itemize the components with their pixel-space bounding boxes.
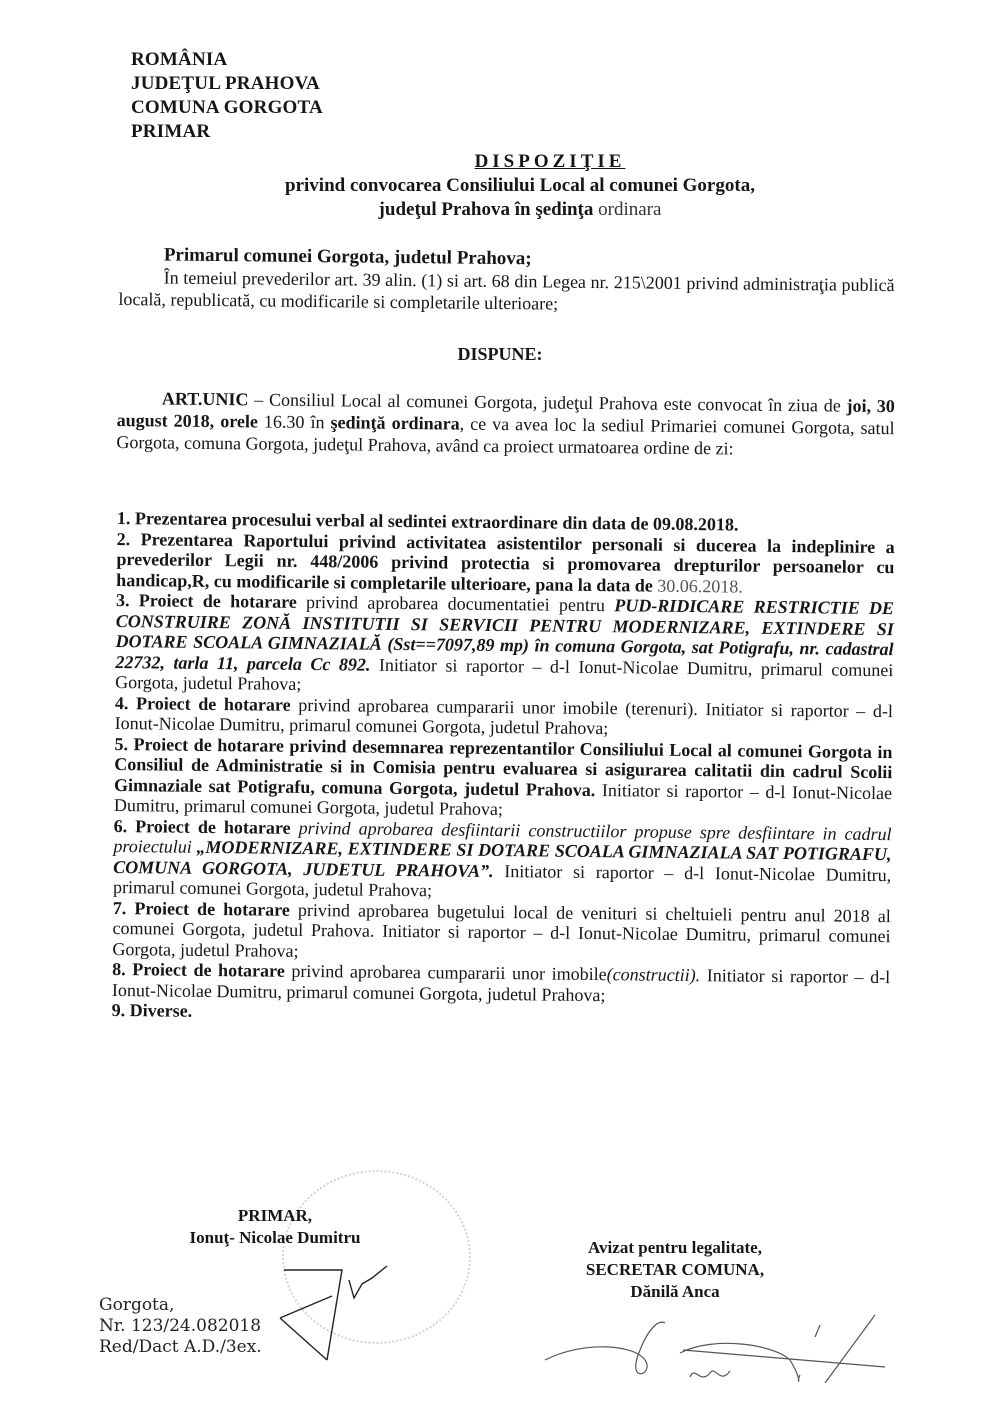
registration-number: Nr. 123/24.082018 [99,1316,262,1336]
agenda-text: (constructii). [606,964,701,986]
dispune-heading: DISPUNE: [457,344,543,364]
agenda-number: 6. [113,815,128,836]
preamble-lead: Primarul comunei Gorgota, judetul Prahova; [163,244,532,270]
agenda-text: Prezentarea Raportului privind activitatea asistentilor personali si ducerea la indeplinire a prevederilor Legii nr. 448/2006 privind protectia si promovarea drepturilor persoanelor cu handicap,R, cu modificarile si completarile ulterioare, pana la data de [116,528,895,596]
agenda-item [112,959,890,1008]
agenda-number: 1. [116,508,131,529]
agenda-project-title: PUD-RIDICARE RESTRICTIE DE CONSTRUIRE ZONĂ INSTITUTII SI SERVICII PENTRU MODERNIZARE, EXTINDERE SI DOTARE SCOALA GIMNAZIALĂ (Sst==7097,89 mp) în comuna Gorgota, sat Potigrafu, nr. cadastral 22732, tarla 11, parcela Cc 892. [115,595,895,675]
mayor-name: Ionuţ- Nicolae Dumitru [189,1228,361,1247]
agenda-number: 4. [114,692,129,713]
agenda-text: Proiect de hotarare [129,590,297,612]
article-text: în [304,411,331,433]
header-office: PRIMAR [131,121,211,142]
session-type: şedinţă ordinara [330,412,460,434]
secretary-title: SECRETAR COMUNA, [585,1260,765,1279]
subtitle-line-2 [230,198,810,222]
mayor-title: PRIMAR, [237,1206,313,1225]
agenda-text: privind aprobarea bugetului local de venituri si cheltuieli pentru anul 2018 al comunei Gorgota, judetul Prahova. Initiator si raportor – d-l Ionut-Nicolae Dumitru, primarul comunei Gorgota, judetul Prahova; [112,899,891,961]
agenda-number: 3. [115,589,130,611]
agenda-item [112,897,891,967]
issuer-header [131,48,323,144]
agenda-number: 9. [111,999,126,1021]
agenda-initiator: Initiator si raportor – d-l Ionut-Nicolae Dumitru, primarul comunei Gorgota, judetul Prahova; [113,779,893,820]
agenda-item [115,590,894,701]
agenda-text: Proiect de hotarare privind desemnarea reprezentantilor Consiliului Local al comunei Gorgota in Consiliul de Administratie si in Comisia pentru evaluarea si asigurarea calitatii din cadrul Scolii Gimnaziale sat Potigrafu, comuna Gorgota, judetul Prahova. [113,733,893,800]
agenda-text: Proiect de hotarare [126,897,290,920]
preamble [118,244,895,318]
agenda-project-title: „MODERNIZARE, EXTINDERE SI DOTARE SCOALA GIMNAZIALA SAT POTIGRAFU, COMUNA GORGOTA, JUDETUL PRAHOVA”. [113,836,892,881]
article-unic [116,387,895,461]
header-county: JUDEŢUL PRAHOVA [131,73,320,94]
article-label: ART.UNIC [161,388,249,410]
agenda-number: 7. [112,897,127,918]
agenda-initiator: Initiator si raportor – d-l Ionut-Nicolae Dumitru, primarul comunei Gorgota, judetul Prahova; [112,860,892,901]
subtitle-line-1: privind convocarea Consiliului Local al comunei Gorgota, [285,175,755,196]
title-block [230,150,810,222]
agenda-text: Diverse. [125,1000,193,1021]
agenda-text: Proiect de hotarare [128,692,291,715]
agenda-number: 5. [114,733,129,754]
secretary-signature-block [555,1237,795,1303]
agenda-initiator: Initiator si raportor – d-l Ionut-Nicolae Dumitru, primarul comunei Gorgota, judetul Prahova; [115,654,894,694]
secretary-name: Dănilă Anca [630,1282,720,1301]
place: Gorgota, [99,1295,175,1315]
agenda-list [112,508,895,1029]
agenda-text: Proiect de hotarare [125,959,285,981]
subtitle-bold: judeţul Prahova în şedinţa [378,199,599,220]
document-registration [99,1295,262,1358]
article-text: , ce va avea loc la sediul Primariei comunei Gorgota, satul Gorgota, comuna Gorgota, judeţul Prahova, având ca proiect urmatoarea ordine de zi: [116,413,895,459]
article-text: , orele [209,410,265,432]
secretary-endorsement: Avizat pentru legalitate, [588,1238,762,1257]
meeting-time: 16.30 [263,411,305,432]
agenda-date: 30.06.2018. [657,575,743,597]
agenda-initiator: Initiator si raportor – d-l Ionut-Nicolae Dumitru, primarul comunei Gorgota, judetul Prahova; [111,965,891,1005]
header-commune: COMUNA GORGOTA [131,97,323,118]
header-country: ROMÂNIA [131,49,228,70]
mayor-signature-icon [272,1258,392,1368]
agenda-text: privind aprobarea desfiintarii constructiilor propuse spre desfiintare in cadrul proiectului [113,817,892,857]
agenda-item [116,528,895,598]
agenda-number: 8. [112,958,126,980]
document-title: DISPOZIŢIE [474,151,626,172]
agenda-text: privind aprobarea documentatiei pentru [296,591,615,616]
drafting-reference: Red/Dact A.D./3ex. [99,1337,262,1357]
legal-basis: În temeiul prevederilor art. 39 alin. (1) si art. 68 din Legea nr. 215\2001 privind administraţia publică locală, republicată, cu modificarile si completarile ulterioare; [118,267,895,314]
agenda-text: Prezentarea procesului verbal al sedintei extraordinare din data de 09.08.2018. [130,508,739,535]
agenda-text: Proiect de hotarare [127,815,291,838]
agenda-item [113,815,892,905]
agenda-text: privind aprobarea cumpararii unor imobile (terenuri). Initiator si raportor – d-l Ionut-Nicolae Dumitru, primarul comunei Gorgota, judetul Prahova; [114,694,894,739]
subtitle-plain: ordinara [598,199,662,220]
agenda-number: 2. [116,528,131,549]
mayor-signature-block [160,1205,390,1249]
meeting-date: joi, 30 august 2018 [116,395,895,431]
agenda-text: privind aprobarea cumpararii unor imobile [284,960,607,985]
article-text: – Consiliul Local al comunei Gorgota, judeţul Prahova este convocat în ziua de [248,389,847,416]
agenda-item [114,733,893,823]
secretary-signature-icon [515,1305,895,1395]
